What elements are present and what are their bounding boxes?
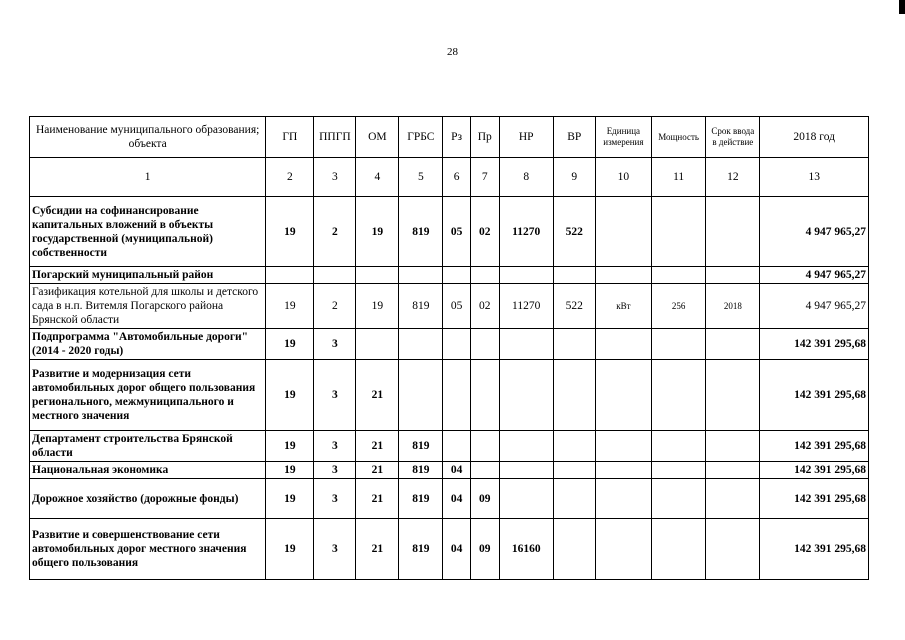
table-cell: 04 [443, 462, 471, 479]
table-cell: 04 [443, 519, 471, 580]
table-cell [443, 329, 471, 360]
row-name-cell: Субсидии на софинансирование капитальных вложений в объекты государственной (муниципальной) собственности [30, 197, 266, 267]
table-cell [706, 431, 760, 462]
header-year-2018: 2018 год [760, 117, 869, 158]
table-row [30, 479, 869, 519]
page-number: 28 [447, 46, 458, 58]
table-cell: 21 [356, 519, 399, 580]
table-cell: 21 [356, 360, 399, 431]
table-cell [652, 267, 706, 284]
amount-cell: 142 391 295,68 [760, 519, 869, 580]
column-numbers-row [30, 158, 869, 197]
table-cell [652, 519, 706, 580]
row-name-cell: Развитие и совершенствование сети автомобильных дорог местного значения общего пользования [30, 519, 266, 580]
budget-table [29, 116, 869, 580]
table-cell [595, 267, 651, 284]
table-cell: 21 [356, 462, 399, 479]
table-cell [652, 479, 706, 519]
table-cell: 19 [266, 519, 314, 580]
header-vr: ВР [553, 117, 595, 158]
header-grbs: ГРБС [399, 117, 443, 158]
table-cell [553, 360, 595, 431]
header-pr: Пр [470, 117, 499, 158]
table-cell [595, 197, 651, 267]
table-cell [706, 267, 760, 284]
column-number: 8 [499, 158, 553, 197]
table-cell [499, 431, 553, 462]
table-cell: 19 [356, 284, 399, 329]
header-name: Наименование муниципального образования; объекта [30, 117, 266, 158]
table-cell [356, 267, 399, 284]
header-gp: ГП [266, 117, 314, 158]
table-cell [652, 462, 706, 479]
row-name-cell: Подпрограмма "Автомобильные дороги" (2014 - 2020 годы) [30, 329, 266, 360]
table-header-row [30, 117, 869, 158]
column-number: 2 [266, 158, 314, 197]
table-cell [595, 431, 651, 462]
table-cell [356, 329, 399, 360]
table-row [30, 329, 869, 360]
table-cell: 16160 [499, 519, 553, 580]
table-row [30, 519, 869, 580]
table-cell [443, 431, 471, 462]
table-cell: 19 [266, 431, 314, 462]
table-cell [706, 519, 760, 580]
table-cell [595, 329, 651, 360]
table-row [30, 284, 869, 329]
table-cell [595, 479, 651, 519]
table-cell: 2018 [706, 284, 760, 329]
table-cell [470, 462, 499, 479]
amount-cell: 4 947 965,27 [760, 267, 869, 284]
table-cell [443, 267, 471, 284]
table-cell [314, 267, 356, 284]
table-cell [553, 267, 595, 284]
table-cell [706, 479, 760, 519]
table-cell: 02 [470, 197, 499, 267]
table-cell [470, 431, 499, 462]
table-cell [706, 360, 760, 431]
table-cell: кВт [595, 284, 651, 329]
table-cell: 05 [443, 284, 471, 329]
table-cell [499, 267, 553, 284]
amount-cell: 142 391 295,68 [760, 329, 869, 360]
table-cell [553, 329, 595, 360]
row-name-cell: Дорожное хозяйство (дорожные фонды) [30, 479, 266, 519]
table-cell [553, 519, 595, 580]
table-cell: 3 [314, 462, 356, 479]
table-cell: 19 [266, 462, 314, 479]
table-cell: 3 [314, 329, 356, 360]
table-cell [652, 360, 706, 431]
table-cell: 819 [399, 479, 443, 519]
table-cell: 19 [266, 197, 314, 267]
table-cell: 19 [266, 479, 314, 519]
table-cell: 11270 [499, 284, 553, 329]
table-cell: 819 [399, 284, 443, 329]
header-commission-date: Срок ввода в действие [706, 117, 760, 158]
table-body [30, 197, 869, 580]
table-cell [470, 360, 499, 431]
table-cell: 21 [356, 479, 399, 519]
table-cell [595, 462, 651, 479]
column-number: 4 [356, 158, 399, 197]
table-row [30, 267, 869, 284]
table-cell: 02 [470, 284, 499, 329]
table-cell [443, 360, 471, 431]
table-cell: 19 [356, 197, 399, 267]
amount-cell: 142 391 295,68 [760, 431, 869, 462]
column-number: 7 [470, 158, 499, 197]
table-cell: 2 [314, 284, 356, 329]
table-row [30, 431, 869, 462]
table-row [30, 360, 869, 431]
table-cell: 19 [266, 360, 314, 431]
header-rz: Рз [443, 117, 471, 158]
header-capacity: Мощность [652, 117, 706, 158]
row-name-cell: Погарский муниципальный район [30, 267, 266, 284]
table-cell [706, 197, 760, 267]
column-number: 12 [706, 158, 760, 197]
table-cell: 11270 [499, 197, 553, 267]
column-number: 11 [652, 158, 706, 197]
table-cell: 05 [443, 197, 471, 267]
row-name-cell: Национальная экономика [30, 462, 266, 479]
table-cell [399, 360, 443, 431]
table-cell [652, 431, 706, 462]
table-row [30, 462, 869, 479]
table-cell [553, 479, 595, 519]
table-cell: 04 [443, 479, 471, 519]
table-cell: 3 [314, 479, 356, 519]
scan-edge-mark [899, 0, 905, 14]
table-cell [399, 329, 443, 360]
table-cell [499, 329, 553, 360]
header-ppgp: ППГП [314, 117, 356, 158]
table-cell: 819 [399, 431, 443, 462]
table-cell [652, 197, 706, 267]
table-cell: 819 [399, 519, 443, 580]
table-cell [652, 329, 706, 360]
column-number: 10 [595, 158, 651, 197]
header-om: ОМ [356, 117, 399, 158]
table-row [30, 197, 869, 267]
amount-cell: 4 947 965,27 [760, 284, 869, 329]
header-nr: НР [499, 117, 553, 158]
table-cell [553, 431, 595, 462]
column-number: 6 [443, 158, 471, 197]
table-cell: 21 [356, 431, 399, 462]
row-name-cell: Развитие и модернизация сети автомобильных дорог общего пользования регионального, межмуниципального и местного значения [30, 360, 266, 431]
row-name-cell: Газификация котельной для школы и детского сада в н.п. Витемля Погарского района Брянской области [30, 284, 266, 329]
table-cell [595, 519, 651, 580]
column-number: 13 [760, 158, 869, 197]
table-cell: 19 [266, 284, 314, 329]
table-cell [399, 267, 443, 284]
amount-cell: 142 391 295,68 [760, 479, 869, 519]
table-cell: 3 [314, 360, 356, 431]
table-cell: 256 [652, 284, 706, 329]
table-cell: 19 [266, 329, 314, 360]
table-cell [470, 329, 499, 360]
table-cell [553, 462, 595, 479]
table-cell: 522 [553, 284, 595, 329]
table-cell: 09 [470, 479, 499, 519]
table-cell [706, 462, 760, 479]
table-cell [499, 462, 553, 479]
row-name-cell: Департамент строительства Брянской области [30, 431, 266, 462]
table-cell: 819 [399, 197, 443, 267]
column-number: 3 [314, 158, 356, 197]
table-cell [499, 360, 553, 431]
table-cell: 819 [399, 462, 443, 479]
column-number: 5 [399, 158, 443, 197]
table-cell [706, 329, 760, 360]
column-number: 1 [30, 158, 266, 197]
table-cell [470, 267, 499, 284]
table-cell: 3 [314, 519, 356, 580]
table-cell [595, 360, 651, 431]
table-cell: 522 [553, 197, 595, 267]
table-cell: 09 [470, 519, 499, 580]
header-unit: Единица измерения [595, 117, 651, 158]
amount-cell: 142 391 295,68 [760, 360, 869, 431]
amount-cell: 142 391 295,68 [760, 462, 869, 479]
table-cell [499, 479, 553, 519]
amount-cell: 4 947 965,27 [760, 197, 869, 267]
column-number: 9 [553, 158, 595, 197]
table-cell: 2 [314, 197, 356, 267]
table-cell: 3 [314, 431, 356, 462]
table-cell [266, 267, 314, 284]
